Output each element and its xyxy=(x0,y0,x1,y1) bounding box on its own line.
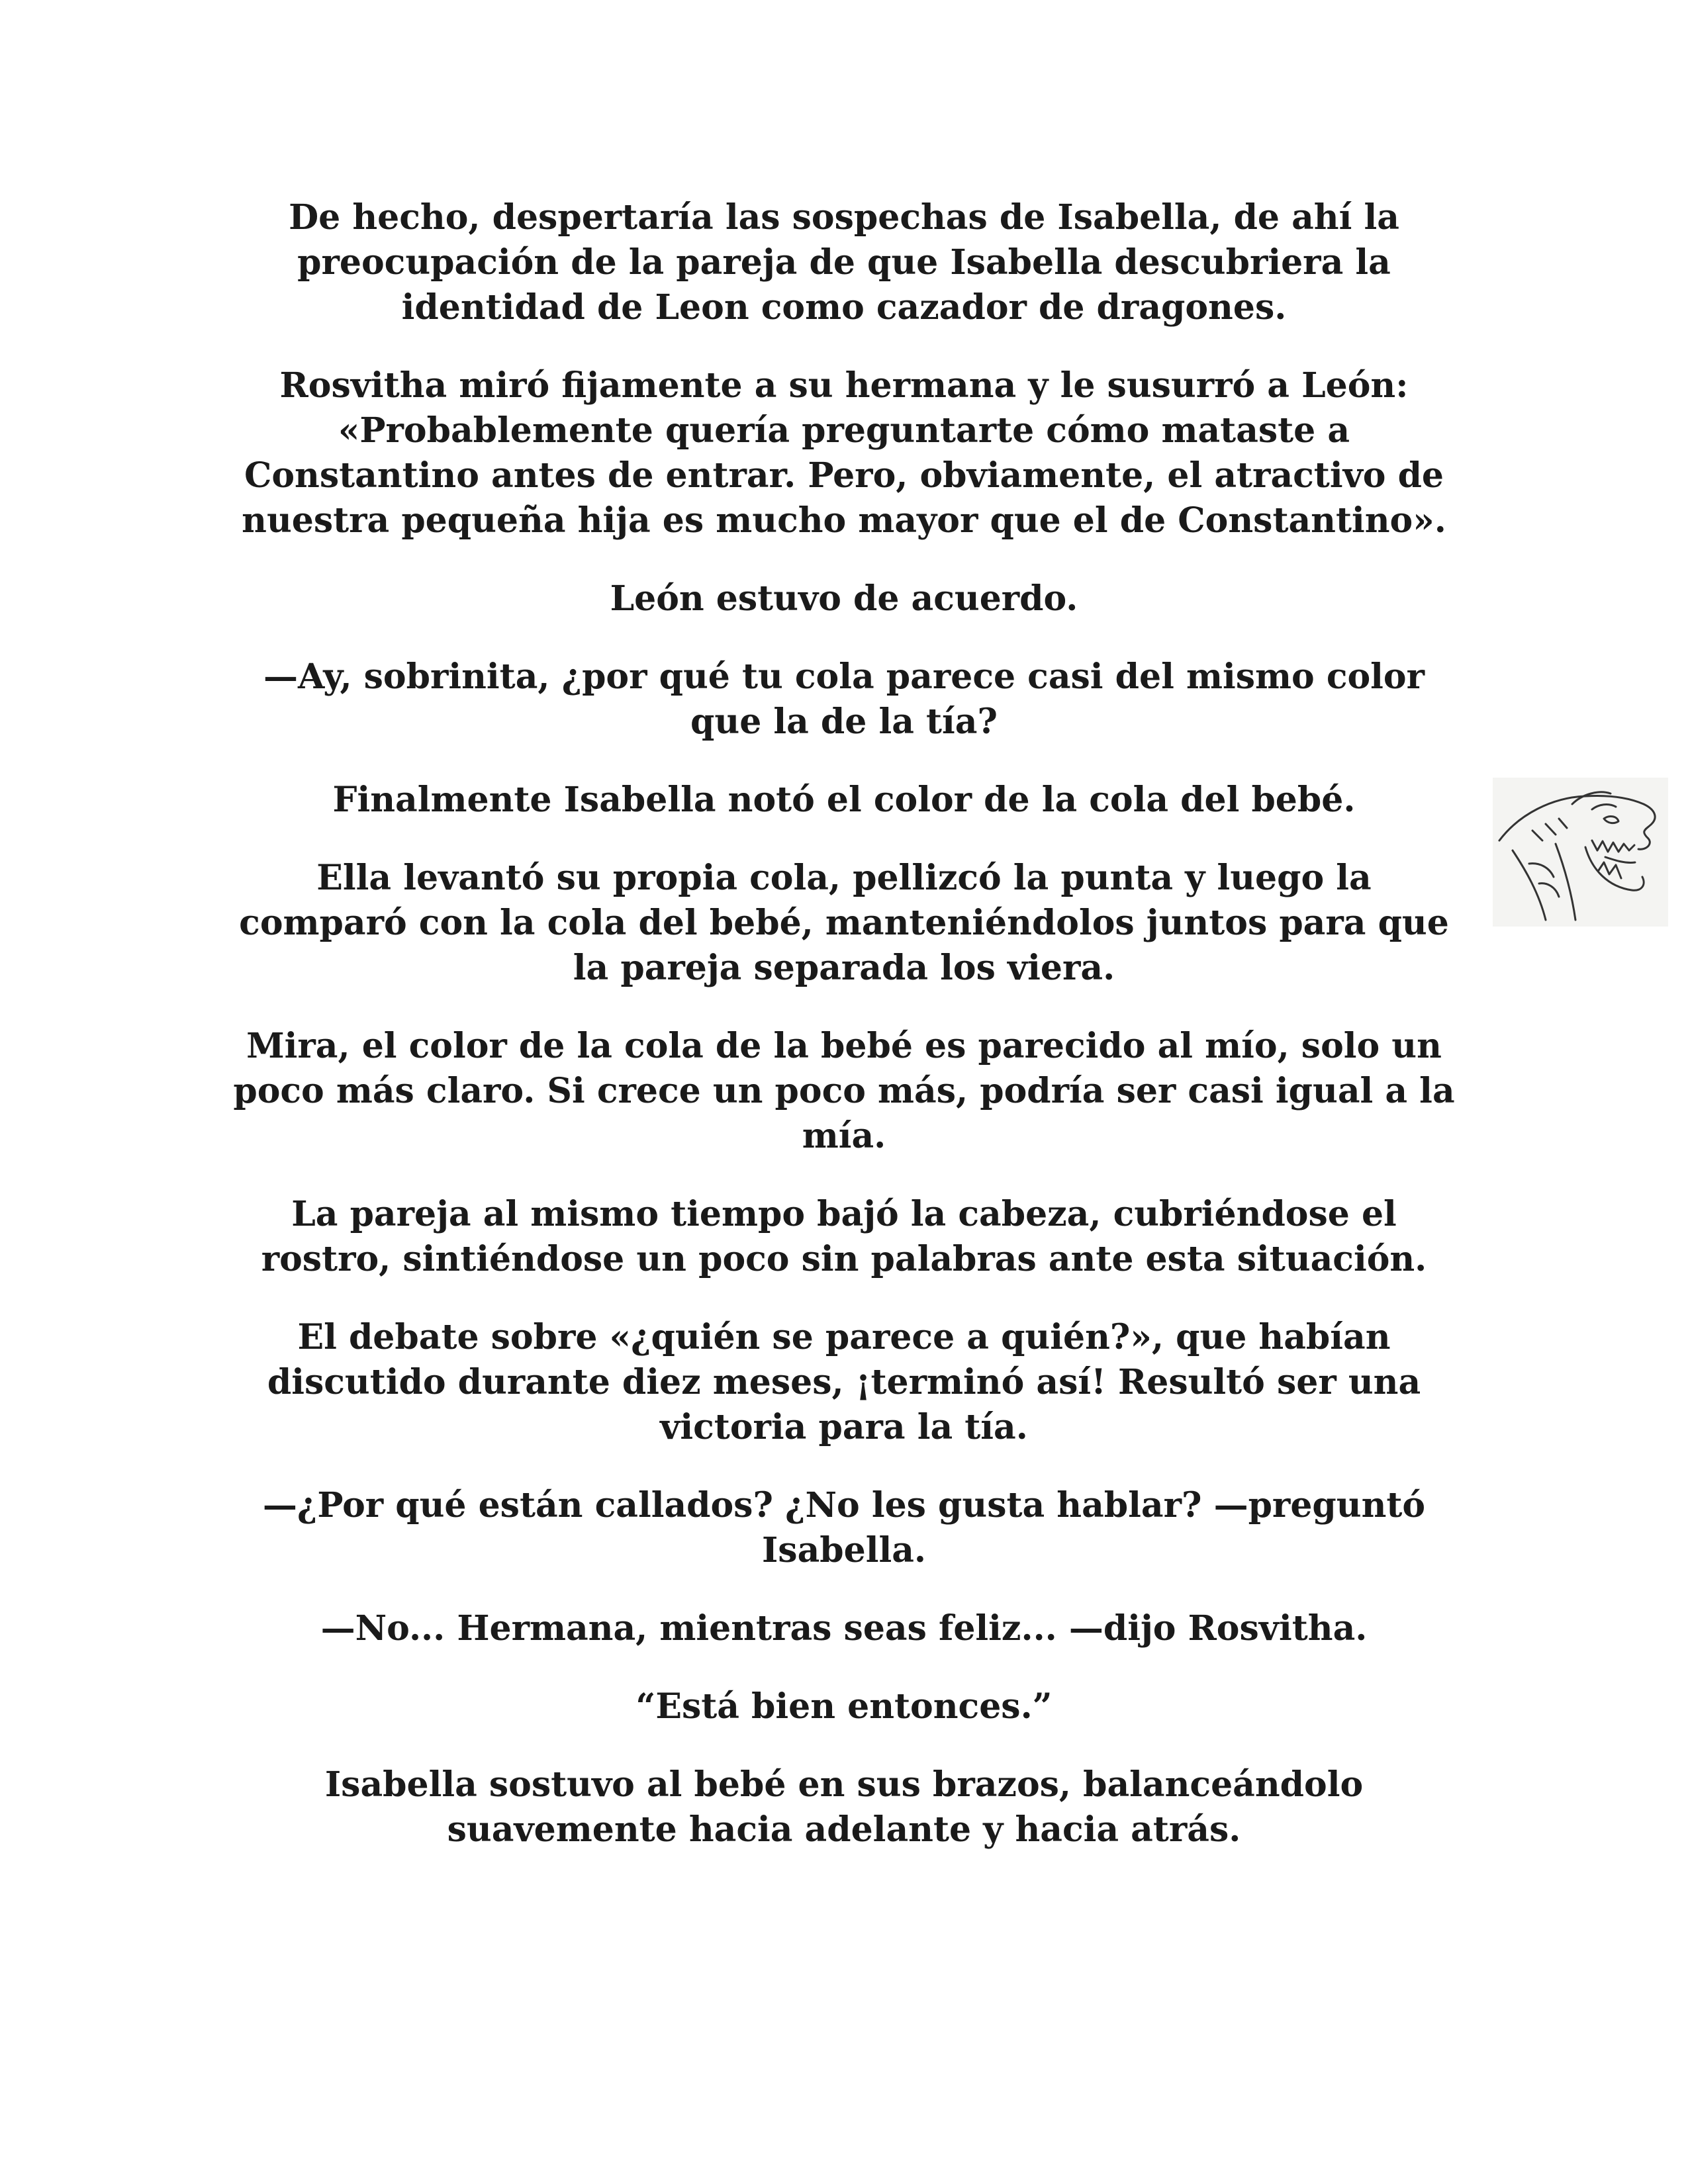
paragraph: —Ay, sobrinita, ¿por qué tu cola parece casi del mismo color que la de la tía? xyxy=(263,657,1425,742)
paragraph: La pareja al mismo tiempo bajó la cabeza, cubriéndose el rostro, sintiéndose un poco sin palabras ante esta situación. xyxy=(261,1194,1427,1279)
page-body xyxy=(225,195,1463,1886)
dragon-head-sketch-icon xyxy=(1493,778,1668,927)
paragraph: Isabella sostuvo al bebé en sus brazos, balanceándolo suavemente hacia adelante y hacia atrás. xyxy=(324,1764,1364,1850)
paragraph: —No... Hermana, mientras seas feliz... —dijo Rosvitha. xyxy=(320,1608,1368,1649)
paragraph: Mira, el color de la cola de la bebé es parecido al mío, solo un poco más claro. Si crece un poco más, podría ser casi igual a la mía. xyxy=(233,1026,1455,1156)
paragraph: “Está bien entonces.” xyxy=(635,1686,1053,1727)
paragraph: Rosvitha miró fijamente a su hermana y le susurró a León: «Probablemente quería preguntarte cómo mataste a Constantino antes de entrar. Pero, obviamente, el atractivo de nuestra pequeña hija es mucho mayor que el de Constantino». xyxy=(242,365,1446,541)
paragraph: Ella levantó su propia cola, pellizcó la punta y luego la comparó con la cola del bebé, manteniéndolos juntos para que la pareja separada los viera. xyxy=(239,858,1449,988)
paragraph: Finalmente Isabella notó el color de la cola del bebé. xyxy=(332,780,1356,820)
paragraph: El debate sobre «¿quién se parece a quién?», que habían discutido durante diez meses, ¡terminó así! Resultó ser una victoria para la tía. xyxy=(267,1317,1421,1447)
paragraph: —¿Por qué están callados? ¿No les gusta hablar? —preguntó Isabella. xyxy=(262,1485,1426,1570)
paragraph: De hecho, despertaría las sospechas de Isabella, de ahí la preocupación de la pareja de que Isabella descubriera la identidad de Leon como cazador de dragones. xyxy=(289,197,1399,328)
paragraph: León estuvo de acuerdo. xyxy=(610,578,1078,619)
